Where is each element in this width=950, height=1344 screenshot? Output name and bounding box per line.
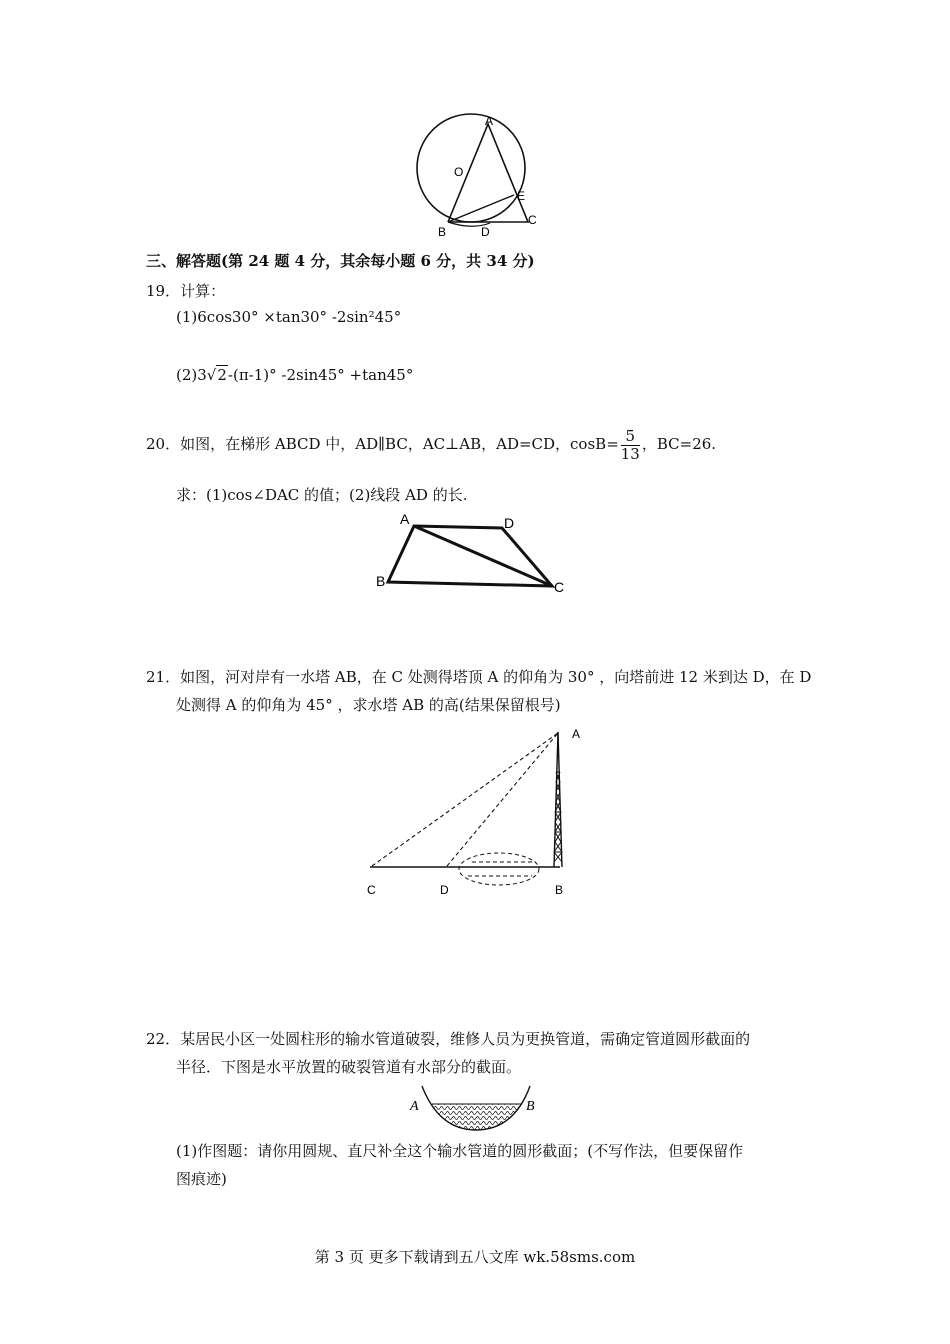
q19-stem — [146, 280, 225, 301]
q19-part2-rest: -(π-1)° -2sin45° +tan45° — [227, 366, 414, 384]
q22-sub1-line2: 图痕迹) — [176, 1170, 227, 1188]
q22-sub1-line1: (1)作图题：请你用圆规、直尺补全这个输水管道的圆形截面；(不写作法，但要保留作 — [176, 1142, 744, 1160]
q20-ask: 求：(1)cos∠DAC 的值；(2)线段 AD 的长. — [176, 486, 468, 504]
q19-part2 — [176, 366, 413, 384]
sqrt-expression: √2 — [206, 366, 227, 384]
label-a: A — [485, 114, 494, 128]
page-footer: 第 3 页 更多下载请到五八文库 wk.58sms.com — [314, 1248, 636, 1266]
q19-text: 计算： — [180, 282, 226, 300]
q22-line2: 半径．下图是水平放置的破裂管道有水部分的截面。 — [176, 1058, 522, 1076]
label-o: O — [454, 165, 464, 179]
cosb-fraction — [621, 428, 640, 462]
label-b: B — [555, 883, 564, 897]
q19-part1: (1)6cos30° ×tan30° -2sin²45° — [176, 308, 402, 326]
q20-text-before: 如图，在梯形 ABCD 中，AD∥BC，AC⊥AB，AD=CD，cosB= — [180, 435, 619, 453]
fraction-numerator: 5 — [621, 428, 640, 446]
q22-line1: 22．某居民小区一处圆柱形的输水管道破裂，维修人员为更换管道，需确定管道圆形截面的 — [146, 1030, 751, 1048]
trapezoid-figure — [374, 508, 574, 598]
label-b: B — [526, 1099, 535, 1114]
label-b: B — [438, 225, 447, 239]
q20-stem — [146, 428, 716, 462]
label-a: A — [400, 511, 410, 527]
label-d: D — [440, 883, 449, 897]
water-tower-figure — [360, 722, 600, 902]
q19-part2-coef: 3 — [197, 366, 207, 384]
label-a: A — [410, 1099, 419, 1114]
q20-number: 20． — [146, 435, 181, 453]
label-d: D — [504, 515, 515, 531]
q21-line1: 21．如图，河对岸有一水塔 AB，在 C 处测得塔顶 A 的仰角为 30° ，向塔前进 12 米到达 D，在 D — [146, 668, 812, 686]
label-d: D — [481, 225, 490, 239]
label-a: A — [572, 727, 581, 741]
label-c: C — [554, 579, 565, 595]
sqrt-radicand: 2 — [217, 366, 227, 384]
pipe-section-figure — [404, 1080, 554, 1136]
fraction-denominator: 13 — [620, 444, 640, 463]
q21-line2: 处测得 A 的仰角为 45° ，求水塔 AB 的高(结果保留根号) — [176, 696, 561, 714]
label-e: E — [517, 189, 526, 203]
section-heading: 三、解答题(第 24 题 4 分，其余每小题 6 分，共 34 分) — [146, 252, 535, 270]
circle-triangle-figure — [410, 112, 540, 240]
q19-number: 19． — [146, 282, 181, 300]
label-b: B — [376, 573, 386, 589]
label-c: C — [528, 213, 537, 227]
q20-text-after: ，BC=26. — [641, 435, 717, 453]
q19-part2-prefix: (2) — [176, 366, 198, 384]
label-c: C — [367, 883, 376, 897]
